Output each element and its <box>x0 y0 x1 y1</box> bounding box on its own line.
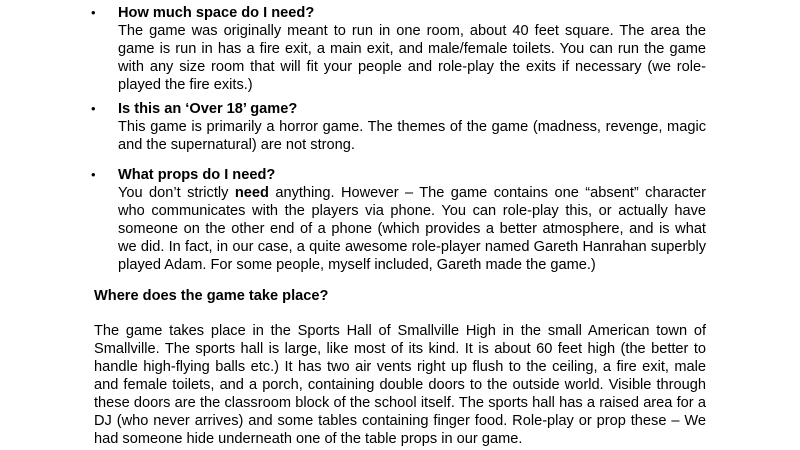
section-heading: Where does the game take place? <box>94 288 329 304</box>
section-paragraph: The game takes place in the Sports Hall of Smallville High in the small American town of Smallville. The sports hall is large, like most of its kind. It is about 60 feet high (the better to handle high-flying balls etc.) It has two air vents right up flush to the ceiling, a fire exit, male and female toilets, and a porch, containing double doors to the outside world. Visible through these doors are the classroom block of the school itself. The sports hall has a raised area for a DJ (who never arrives) and some tables containing finger food. Role-play or prop these – We had someone hide underneath one of the table props in our game. <box>94 323 706 447</box>
answer-text-start: You don’t strictly <box>118 185 235 201</box>
faq-body <box>118 100 706 154</box>
bullet-icon: • <box>91 167 96 182</box>
faq-body <box>118 166 706 274</box>
faq-item-props <box>91 166 707 274</box>
bullet-icon: • <box>91 101 96 116</box>
faq-item-over-18 <box>91 100 706 154</box>
faq-question: Is this an ‘Over 18’ game? <box>118 101 298 117</box>
bullet-icon: • <box>91 5 96 20</box>
faq-item-space <box>91 4 706 94</box>
faq-body <box>118 4 706 94</box>
faq-question: What props do I need? <box>118 167 276 183</box>
faq-answer <box>118 184 706 274</box>
faq-answer: This game is primarily a horror game. The themes of the game (madness, revenge, magic and the supernatural) are not strong. <box>118 119 706 153</box>
emphasis-need: need <box>234 185 269 201</box>
answer-text-rest: anything. However – The game contains one “absent” character who communicates with the players via phone. You can role-play this, or actually have someone on the other end of a phone (which provides a better atmosphere, and is what we did. In fact, in our case, a quite awesome role-player named Gareth Hanrahan superbly played Adam. For some people, myself included, Gareth made the game.) <box>118 185 707 273</box>
faq-answer: The game was originally meant to run in one room, about 40 feet square. The area the game is run in has a fire exit, a main exit, and male/female toilets. You can run the game with any size room that will fit your people and role-play the exits if necessary (we role-played the fire exits.) <box>118 23 706 93</box>
faq-question: How much space do I need? <box>118 5 315 21</box>
